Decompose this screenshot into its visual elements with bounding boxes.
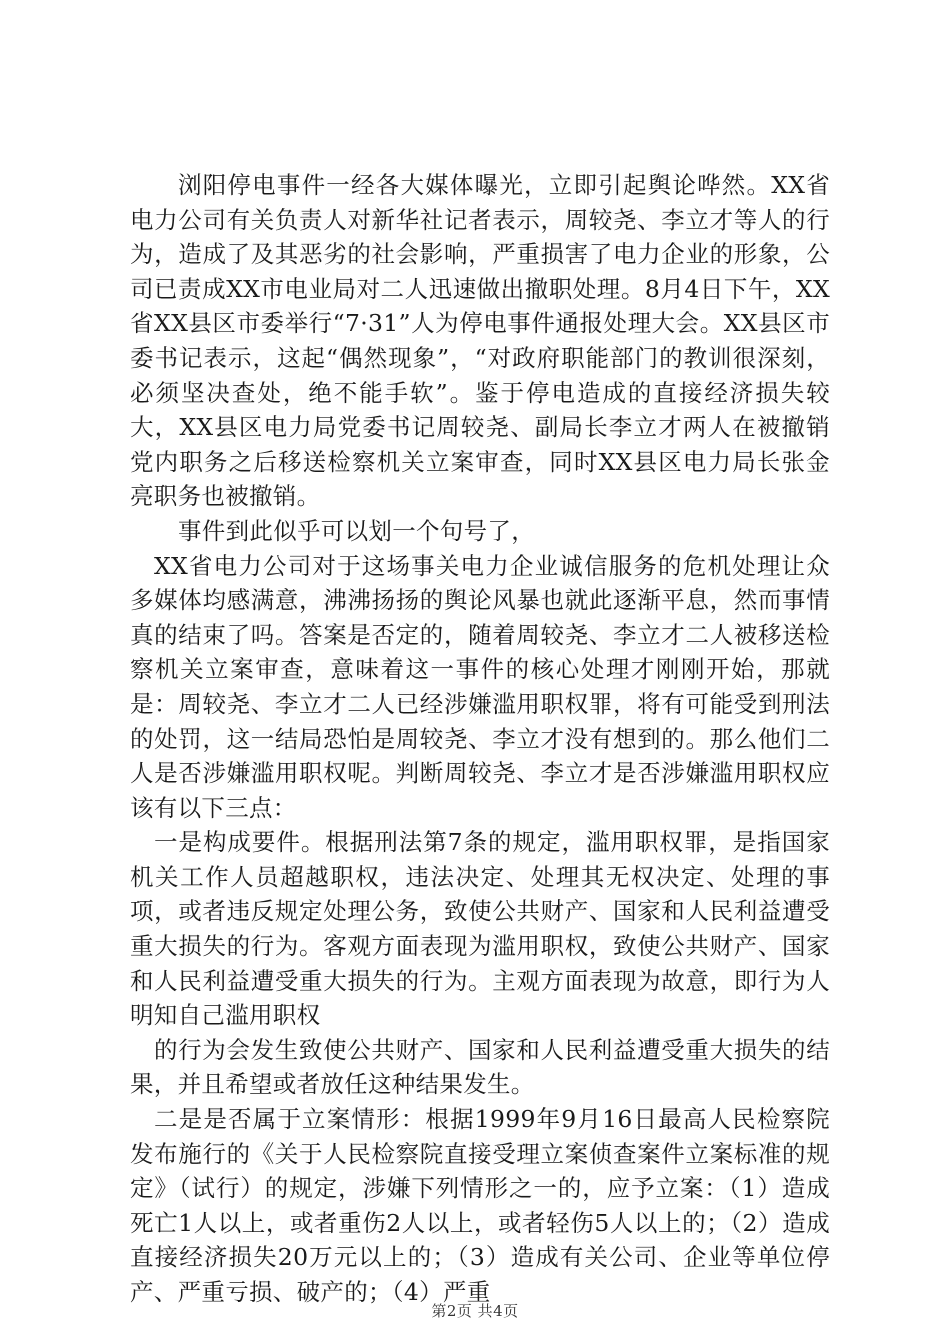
paragraph-constituent-elements: 一是构成要件。根据刑法第7条的规定，滥用职权罪，是指国家机关工作人员超越职权，违法决定、处理其无权决定、处理的事项，或者违反规定处理公务，致使公共财产、国家和人民利益遭受重大损失的行为。客观方面表现为滥用职权，致使公共财产、国家和人民利益遭受重大损失的行为。主观方面表现为故意，即行为人明知自己滥用职权 — [130, 828, 830, 1030]
document-body — [130, 168, 830, 1310]
paragraph-crisis-handling: XX省电力公司对于这场事关电力企业诚信服务的危机处理让众多媒体均感满意，沸沸扬扬的舆论风暴也就此逐渐平息，然而事情真的结束了吗。答案是否定的，随着周较尧、李立才二人被移送检察机关立案审查，意味着这一事件的核心处理才刚刚开始，那就是：周较尧、李立才二人已经涉嫌滥用职权罪，将有可能受到刑法的处罚，这一结局恐怕是周较尧、李立才没有想到的。那么他们二人是否涉嫌滥用职权呢。判断周较尧、李立才是否涉嫌滥用职权应该有以下三点： — [130, 551, 830, 822]
page-number-footer: 第2页 共4页 — [431, 1302, 519, 1320]
paragraph-incident-exposure: 浏阳停电事件一经各大媒体曝光，立即引起舆论哗然。XX省电力公司有关负责人对新华社记者表示，周较尧、李立才等人的行为，造成了及其恶劣的社会影响，严重损害了电力企业的形象，公司已责成XX市电业局对二人迅速做出撤职处理。8月4日下午，XX省XX县区市委举行“7·31”人为停电事件通报处理大会。XX县区市委书记表示，这起“偶然现象”，“对政府职能部门的教训很深刻，必须坚决查处，绝不能手软”。鉴于停电造成的直接经济损失较大，XX县区电力局党委书记周较尧、副局长李立才两人在被撤销党内职务之后移送检察机关立案审查，同时XX县区电力局长张金亮职务也被撤销。 — [130, 171, 830, 511]
paragraph-intent-continuation: 的行为会发生致使公共财产、国家和人民利益遭受重大损失的结果，并且希望或者放任这种结果发生。 — [130, 1035, 830, 1099]
paragraph-filing-criteria: 二是是否属于立案情形：根据1999年9月16日最高人民检察院发布施行的《关于人民检察院直接受理立案侦查案件立案标准的规定》（试行）的规定，涉嫌下列情形之一的，应予立案：（1）造成死亡1人以上，或者重伤2人以上，或者轻伤5人以上的；（2）造成直接经济损失20万元以上的；（3）造成有关公司、企业等单位停产、严重亏损、破产的；（4）严重 — [130, 1105, 830, 1306]
paragraph-period: 事件到此似乎可以划一个句号了， — [178, 516, 535, 545]
